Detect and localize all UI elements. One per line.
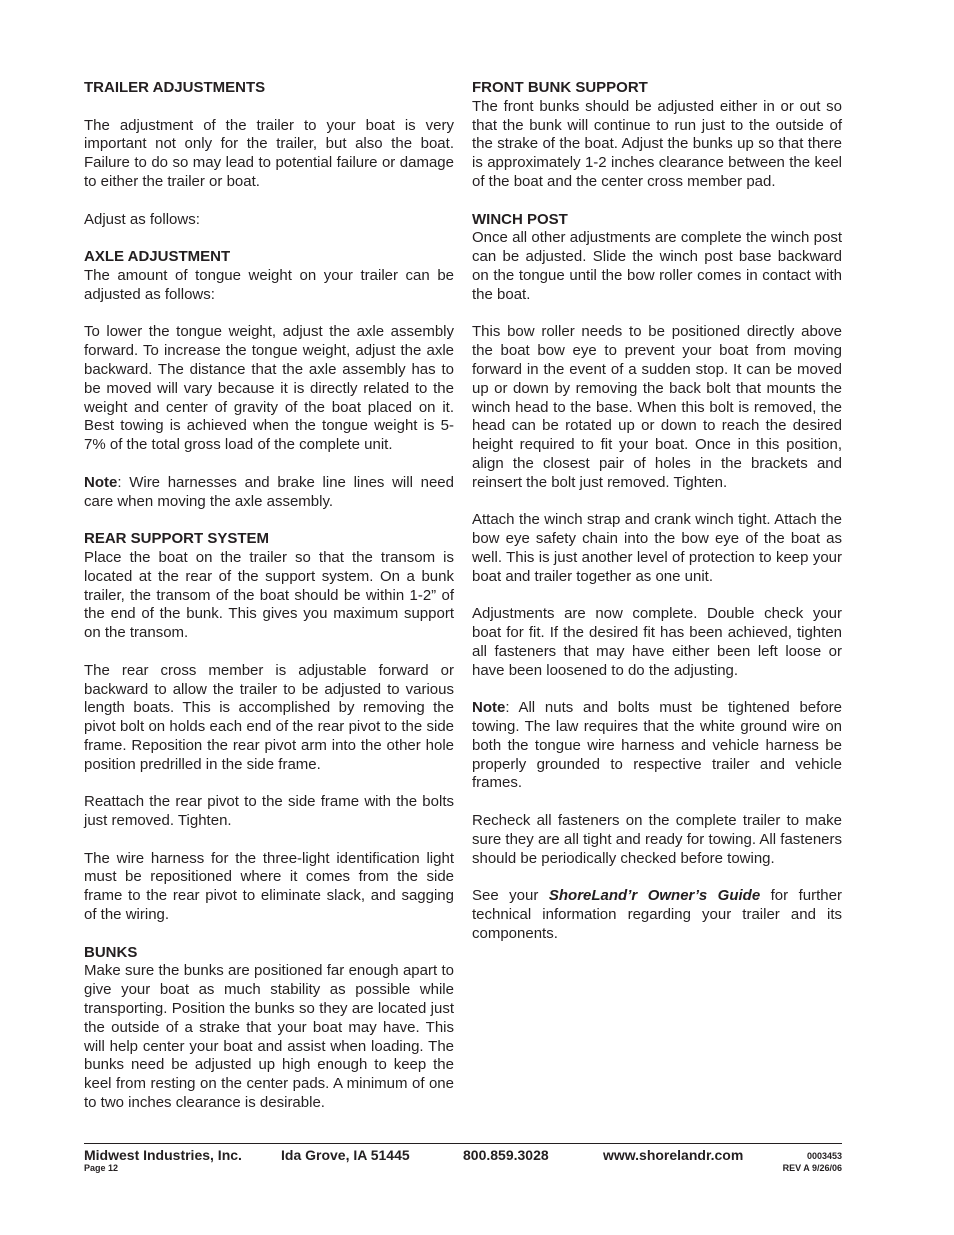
winch-post-section: [472, 211, 842, 944]
bunks-paragraph: Make sure the bunks are positioned far enough apart to give your boat as much stability as possible while transporting. Position the bunks so they are located just the outside of a strake that your boat may have. This will help center your boat and assist when loading. The bunks need be adjusted up high enough to keep the keel from resting on the center pads. A minimum of one to two inches clearance is desirable.: [84, 962, 454, 1112]
see-text: See your: [472, 887, 549, 905]
footer-revision: REV A 9/26/06: [782, 1163, 842, 1173]
section-title: TRAILER ADJUSTMENTS: [84, 79, 266, 96]
winch-paragraph-2: This bow roller needs to be positioned directly above the boat bow eye to prevent your boat from moving forward in the event of a sudden stop. It can be moved up or down by removing the back bolt that mounts the winch head to the base. When this bolt is removed, the head can be rotated up or down to reach the desired height required to fit your boat. Once in this position, align the closest pair of holes in the brackets and reinsert the bolt just removed. Tighten.: [472, 323, 842, 491]
see-text-end: for further technical information regarding your trailer and its components.: [472, 887, 842, 942]
owners-guide-reference: [472, 887, 842, 943]
footer-page-number: Page 12: [84, 1163, 119, 1173]
rear-support-section: [84, 530, 454, 925]
note-text: : All nuts and bolts must be tightened before towing. The law requires that the white ground wire on both the tongue wire harness and vehicle harness be properly grounded to respective trailer and vehicle frames.: [472, 699, 842, 792]
owners-guide-title: ShoreLand’r Owner’s Guide: [548, 887, 761, 905]
trailer-adjustments-section: [84, 79, 454, 229]
footer-location: Ida Grove, IA 51445: [281, 1147, 410, 1163]
note-label: Note: [84, 473, 118, 491]
winch-paragraph-3: Attach the winch strap and crank winch tight. Attach the bow eye safety chain into the bow eye of the boat as well. This is just another level of protection to keep your boat and trailer together as one unit.: [472, 511, 842, 585]
right-column: [472, 79, 842, 962]
footer-phone: 800.859.3028: [463, 1147, 549, 1163]
rear-support-heading: REAR SUPPORT SYSTEM: [84, 530, 270, 548]
footer-doc-number: 0003453: [806, 1151, 842, 1161]
front-bunk-heading: FRONT BUNK SUPPORT: [472, 79, 648, 96]
adjust-as-follows: Adjust as follows:: [84, 210, 200, 228]
axle-note: [84, 474, 454, 512]
axle-paragraph-1: The amount of tongue weight on your trailer can be adjusted as follows:: [84, 266, 454, 303]
front-bunk-paragraph: The front bunks should be adjusted either in or out so that the bunk will continue to run just to the outside of the strake of the boat. Adjust the bunks up so that there is approximately 1-2 inches clearance between the keel of the boat and the center cross member pad.: [472, 97, 842, 190]
rear-paragraph-4: The wire harness for the three-light identification light must be repositioned where it comes from the side frame to the rear pivot to eliminate slack, and sagging of the wiring.: [84, 849, 454, 924]
bunks-heading: BUNKS: [84, 943, 138, 961]
axle-adjustment-section: [84, 248, 454, 511]
bunks-section: [84, 944, 454, 1113]
footer-divider: [84, 1143, 842, 1144]
axle-heading: AXLE ADJUSTMENT: [84, 248, 231, 266]
winch-paragraph-4: Adjustments are now complete. Double check your boat for fit. If the desired fit has been achieved, tighten all fasteners that may have either been left loose or have been loosened to do the adjusting.: [472, 605, 842, 679]
note-text: : Wire harnesses and brake line lines will need care when moving the axle assembly.: [84, 473, 454, 510]
axle-paragraph-2: To lower the tongue weight, adjust the axle assembly forward. To increase the tongue weight, adjust the axle backward. The distance that the axle assembly has to be moved will vary because it is directly related to the weight and center of gravity of the boat placed on it. Best towing is achieved when the tongue weight is 5-7% of the total gross load of the complete unit.: [84, 323, 454, 454]
rear-paragraph-2: The rear cross member is adjustable forward or backward to allow the trailer to be adjusted to various length boats. This is accomplished by removing the pivot bolt on holds each end of the rear pivot to the side frame. Reposition the rear pivot arm into the other hole position predrilled in the side frame.: [84, 661, 454, 773]
winch-post-heading: WINCH POST: [472, 210, 568, 228]
page-footer: [84, 1147, 842, 1177]
winch-paragraph-5: Recheck all fasteners on the complete trailer to make sure they are all tight and ready for towing. All fasteners should be periodically checked before towing.: [472, 812, 842, 867]
winch-paragraph-1: Once all other adjustments are complete the winch post can be adjusted. Slide the winch post base backward on the tongue until the bow roller comes in contact with the boat.: [472, 229, 842, 303]
rear-paragraph-3: Reattach the rear pivot to the side frame with the bolts just removed. Tighten.: [84, 793, 454, 830]
front-bunk-section: [472, 79, 842, 192]
footer-company: Midwest Industries, Inc.: [84, 1147, 242, 1163]
left-column: [84, 79, 454, 1132]
footer-website: www.shorelandr.com: [603, 1147, 744, 1163]
rear-paragraph-1: Place the boat on the trailer so that the transom is located at the rear of the support system. On a bunk trailer, the transom of the boat should be within 1-2” of the end of the bunk. This gives you maximum support on the transom.: [84, 548, 454, 642]
intro-paragraph: The adjustment of the trailer to your boat is very important not only for the trailer, but also the boat. Failure to do so may lead to potential failure or damage to either the trailer or boat.: [84, 116, 454, 190]
note-label: Note: [472, 699, 506, 717]
winch-note: [472, 699, 842, 793]
